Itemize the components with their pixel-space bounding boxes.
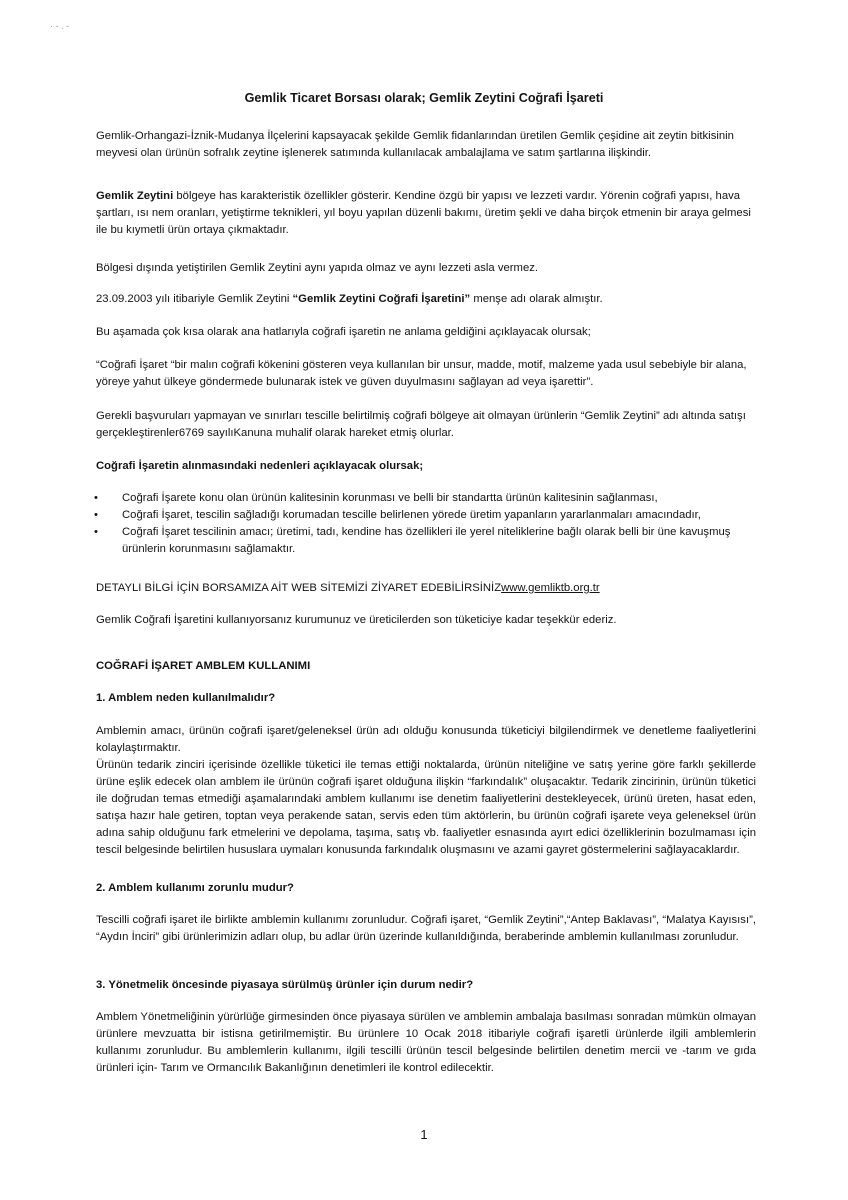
- question-2-heading: 2. Amblem kullanımı zorunlu mudur?: [96, 882, 294, 894]
- reasons-list: [96, 490, 756, 558]
- question-3-heading: 3. Yönetmelik öncesinde piyasaya sürülmüş ürünler için durum nedir?: [96, 979, 474, 991]
- reasons-heading: Coğrafi İşaretin alınmasındaki nedenleri açıklayacak olursak;: [96, 460, 424, 472]
- thanks-paragraph: Gemlik Coğrafi İşaretini kullanıyorsanız kurumunuz ve üreticilerden son tüketiciye kadar teşekkür ederiz.: [96, 614, 617, 626]
- answer-1: [96, 723, 756, 859]
- website-text: DETAYLI BİLGİ İÇİN BORSAMIZA AİT WEB SİTEMİZİ ZİYARET EDEBİLİRSİNİZ: [96, 582, 502, 594]
- page-number: 1: [420, 1127, 428, 1142]
- website-link[interactable]: www.gemliktb.org.tr: [501, 582, 600, 594]
- characteristics-paragraph: [96, 188, 756, 239]
- definition-paragraph: “Coğrafi İşaret “bir malın coğrafi kökenini gösteren veya kullanılan bir unsur, madde, motif, malzeme yada usul sebebiyle bir alana, yöreye yahut ülkeye göndermede bulunarak istek ve güven duyulmasını sağlayan ad veya işarettir”.: [96, 359, 747, 388]
- violation-paragraph: Gerekli başvuruları yapmayan ve sınırları tescille belirtilmiş coğrafi bölgeye ait olmayan ürünlerin “Gemlik Zeytini” adı altında satışı gerçekleştirenler6769 sayılıKanuna muhalif olarak hareket etmiş olurlar.: [96, 410, 746, 439]
- emphasis-gemlik-zeytini: Gemlik Zeytini: [96, 190, 174, 202]
- emblem-section-heading: COĞRAFİ İŞARET AMBLEM KULLANIMI: [96, 660, 311, 672]
- intro-paragraph: Gemlik-Orhangazi-İznik-Mudanya İlçelerini kapsayacak şekilde Gemlik fidanlarından üretilen Gemlik çeşidine ait zeytin bitkisinin meyvesi olan ürünün sofralık zeytine işlenerek satımında kullanılacak ambalajlama ve satım şartlarına ilişkindir.: [96, 130, 734, 159]
- answer-3: Amblem Yönetmeliğinin yürürlüğe girmesinden önce piyasaya sürülen ve amblemin ambalaja basılması sonradan mümkün olmayan ürünlere mevzuatta bir istisna getirilmemiştir. Bu ürünlere 10 Ocak 2018 itibariyle coğrafi işaretli ürünlerde ilgili amblemlerin kullanımı zorunludur. Bu amblemlerin kullanımı, ilgili tescilli ürünün tescil belgesinde belirtilen denetim mercii ve -tarım ve gıda ürünleri için- Tarım ve Ormancılık Bakanlığının denetimleri ile kontrol edilecektir.: [96, 1011, 756, 1074]
- list-item: • Coğrafi İşaret, tescilin sağladığı korumadan tescille belirlenen yörede üretim yapanların yararlanmaları amacındadır,: [96, 507, 756, 524]
- scan-artifact: · ‐ . ‐: [50, 21, 69, 31]
- list-item: • Coğrafi İşaret tescilinin amacı; üretimi, tadı, kendine has özellikleri ile yerel niteliklerine bağlı olarak belli bir üne kavuşmuş ürünlerin korunmasını sağlamaktır.: [96, 524, 756, 558]
- page-title: Gemlik Ticaret Borsası olarak; Gemlik Zeytini Coğrafi İşareti: [244, 91, 604, 105]
- explanation-intro-paragraph: Bu aşamada çok kısa olarak ana hatlarıyla coğrafi işaretin ne anlama geldiğini açıklayacak olursak;: [96, 326, 591, 338]
- outside-region-paragraph: Bölgesi dışında yetiştirilen Gemlik Zeytini aynı yapıda olmaz ve aynı lezzeti asla vermez.: [96, 262, 539, 274]
- emphasis-registration: “Gemlik Zeytini Coğrafi İşaretini”: [292, 293, 471, 305]
- question-1-heading: 1. Amblem neden kullanılmalıdır?: [96, 692, 276, 704]
- answer-1-detail: Ürünün tedarik zinciri içerisinde özellikle tüketici ile temas ettiği noktalarda, ürünün niteliğine ve satış yerine göre farklı şekillerde ürüne eşlik edecek olan amblem ile ürünün coğrafi işaret olduğuna ilişkin “farkındalık” oluşacaktır. Tedarik zincirinin, ürünün tüketici ile doğrudan temas etmediği aşamalarındaki amblem kullanımı ise denetim faaliyetlerini destekleyecek, ürünü üreten, hasat eden, satışa hazır hale getiren, toptan veya perakende satan, servis eden tüm aktörlerin, bu ürünün coğrafi işarete veya geleneksel ürün adına sahip olduğunu fark etmelerini ve depolama, taşıma, satış vb. faaliyetler esnasında ayırt edici özelliklerinin bozulmaması için tescil belgesinde belirtilen hususlara uymaları konusunda farkındalık oluşmasını ve azami gayret göstermelerini sağlayacaklardır.: [96, 759, 756, 856]
- registration-date-paragraph: 23.09.2003 yılı itibariyle Gemlik Zeytini “Gemlik Zeytini Coğrafi İşaretini” menşe adı olarak almıştır.: [96, 293, 603, 305]
- characteristics-text: bölgeye has karakteristik özellikler gösterir. Kendine özgü bir yapısı ve lezzeti vardır. Yörenin coğrafi yapısı, hava şartları, ısı nem oranları, yetiştirme teknikleri, yıl boyu yapılan düzenli bakımı, üretim şekli ve daha birçok etmenin bir araya gelmesi ile bu kıymetli ürün ortaya çıkmaktadır.: [96, 190, 751, 236]
- website-paragraph: [96, 580, 756, 597]
- answer-2: Tescilli coğrafi işaret ile birlikte amblemin kullanımı zorunludur. Coğrafi işaret, “Gemlik Zeytini”,“Antep Baklavası”, “Malatya Kayısısı”, “Aydın İnciri” gibi ürünlerimizin adları olup, bu adlar ürün üzerinde kullanıldığında, beraberinde amblemin kullanılması zorunludur.: [96, 914, 756, 943]
- answer-1-purpose: Amblemin amacı, ürünün coğrafi işaret/geleneksel ürün adı olduğu konusunda tüketiciyi bilgilendirmek ve denetleme faaliyetlerini kolaylaştırmaktır.: [96, 725, 756, 754]
- list-item: • Coğrafi İşarete konu olan ürünün kalitesinin korunması ve belli bir standartta ürünün kalitesinin sağlanması,: [96, 490, 756, 507]
